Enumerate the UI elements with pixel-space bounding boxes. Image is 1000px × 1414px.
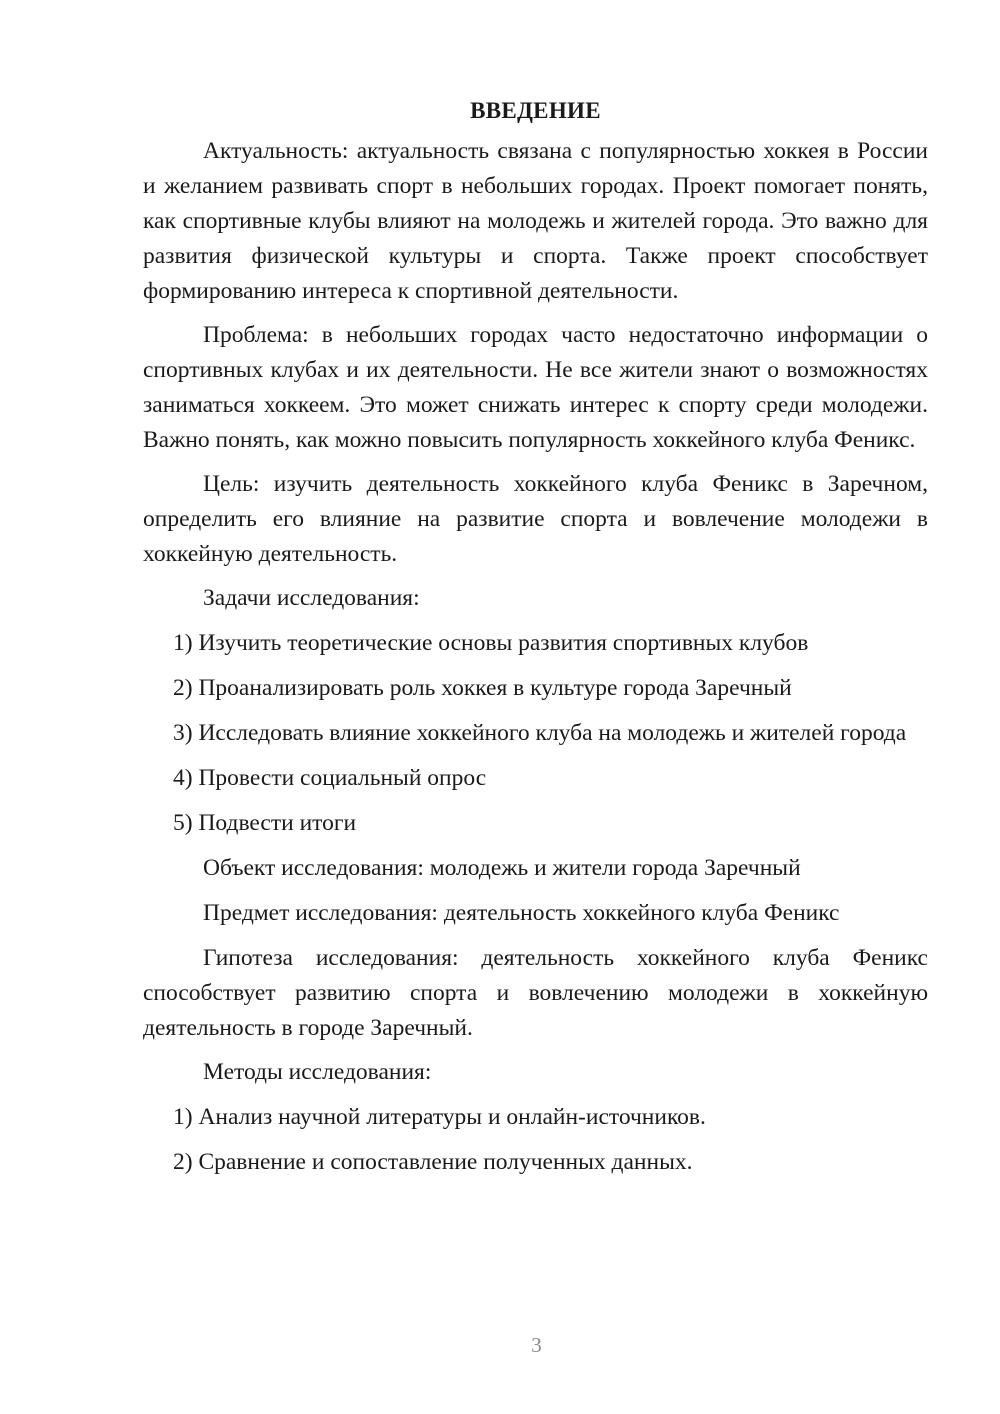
- task-item: 1) Изучить теоретические основы развития спортивных клубов: [173, 630, 809, 656]
- method-item: 1) Анализ научной литературы и онлайн-источников.: [173, 1104, 706, 1130]
- page-content: [143, 94, 928, 1190]
- goal-paragraph: Цель: изучить деятельность хоккейного клуба Феникс в Заречном, определить его влияние на развитие спорта и вовлечение молодежи в хоккейную деятельность.: [143, 471, 928, 567]
- section-heading: ВВЕДЕНИЕ: [470, 98, 601, 123]
- task-item: 2) Проанализировать роль хоккея в культуре города Заречный: [173, 675, 792, 701]
- relevance-paragraph: Актуальность: актуальность связана с популярностью хоккея в России и желанием развивать спорт в небольших городах. Проект помогает понять, как спортивные клубы влияют на молодежь и жителей города. Это важно для развития физической культуры и спорта. Также проект способствует формированию интереса к спортивной деятельности.: [143, 138, 928, 304]
- page-number: 3: [531, 1333, 542, 1357]
- task-item: 4) Провести социальный опрос: [173, 765, 487, 791]
- tasks-label: Задачи исследования:: [203, 585, 420, 611]
- problem-paragraph: Проблема: в небольших городах часто недостаточно информации о спортивных клубах и их деятельности. Не все жители знают о возможностях заниматься хоккеем. Это может снижать интерес к спорту среди молодежи. Важно понять, как можно повысить популярность хоккейного клуба Феникс.: [143, 322, 928, 453]
- task-item: 3) Исследовать влияние хоккейного клуба на молодежь и жителей города: [173, 720, 907, 746]
- research-subject: Предмет исследования: деятельность хоккейного клуба Феникс: [203, 900, 840, 926]
- methods-label: Методы исследования:: [203, 1059, 432, 1085]
- task-item: 5) Подвести итоги: [173, 810, 357, 836]
- research-object: Объект исследования: молодежь и жители города Заречный: [203, 855, 801, 881]
- hypothesis-paragraph: Гипотеза исследования: деятельность хоккейного клуба Феникс способствует развитию спорта и вовлечению молодежи в хоккейную деятельность в городе Заречный.: [143, 945, 928, 1041]
- method-item: 2) Сравнение и сопоставление полученных данных.: [173, 1149, 693, 1175]
